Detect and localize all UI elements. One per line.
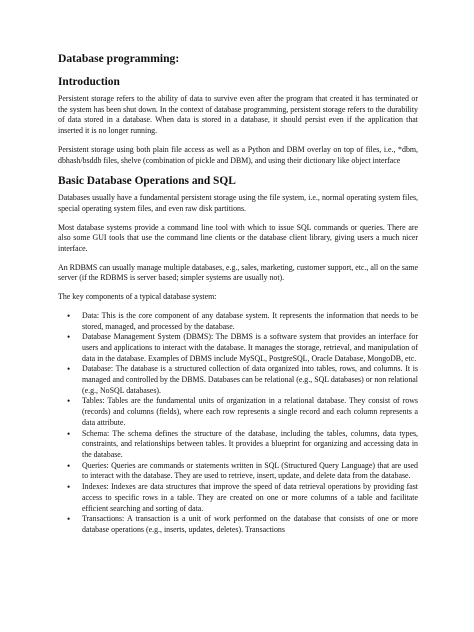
list-item: [58, 332, 418, 364]
basic-paragraph-4: The key components of a typical database system:: [58, 292, 217, 302]
intro-paragraph-2: Persistent storage using both plain file access as well as a Python and DBM overlay on top of files, i.e., *dbm, dbhash/bsddb files, shelve (combination of pickle and DBM), and using their dictionary like object interface: [58, 144, 418, 165]
bullet-icon: •: [67, 310, 71, 321]
basic-paragraph-2: Most database systems provide a command line tool with which to issue SQL commands or queries. There are also some GUI tools that use the command line clients or the database client library, giving users a much nicer interface.: [58, 222, 418, 254]
document-title: Database programming:: [58, 52, 180, 65]
list-item-text: Data: This is the core component of any database system. It represents the information that needs to be stored, managed, and processed by the database.: [82, 310, 418, 331]
list-item: [58, 514, 418, 535]
list-item-text: Queries: Queries are commands or statements written in SQL (Structured Query Language) that are used to interact with the database. They are used to retrieve, insert, update, and delete data from the database.: [82, 460, 418, 481]
basic-paragraph-3: An RDBMS can usually manage multiple databases, e.g., sales, marketing, customer support, etc., all on the same server (if the RDBMS is server based; simpler systems are usually not).: [58, 262, 418, 283]
list-item-text: Transactions: A transaction is a unit of work performed on the database that consists of one or more database operations (e.g., inserts, updates, deletes). Transactions: [82, 514, 418, 534]
bullet-icon: •: [67, 460, 71, 471]
list-item: [58, 396, 418, 428]
list-item: [58, 482, 418, 514]
bullet-icon: •: [67, 482, 71, 493]
bullet-icon: •: [67, 428, 71, 439]
document-body: [58, 52, 418, 536]
bullet-icon: •: [67, 514, 71, 525]
list-item-text: Tables: Tables are the fundamental units of organization in a relational database. They consist of rows (records) and columns (fields), where each row represents a single record and each column represents a data attribute.: [82, 396, 418, 427]
list-item-text: Database Management System (DBMS): The DBMS is a software system that provides an interface for users and applications to interact with the database. It manages the storage, retrieval, and manipulation of data in the database. Examples of DBMS include MySQL, PostgreSQL, Oracle Database, MongoDB, etc.: [82, 332, 418, 363]
list-item-text: Database: The database is a structured collection of data organized into tables, rows, and columns. It is managed and controlled by the DBMS. Databases can be relational (e.g., SQL databases) or non relational (e.g., NoSQL databases).: [82, 364, 418, 395]
section-heading-introduction: Introduction: [58, 76, 120, 88]
bullet-icon: •: [67, 396, 71, 407]
intro-paragraph-1: Persistent storage refers to the ability of data to survive even after the program that created it has terminated or the system has been shut down. In the context of database programming, persistent storage refers to the durability of data stored in a database. When data is stored in a database, it should persist even if the application that inserted it is no longer running.: [58, 94, 418, 136]
bullet-icon: •: [67, 332, 71, 343]
components-list: [58, 311, 418, 536]
list-item: [58, 311, 418, 332]
list-item: [58, 461, 418, 482]
list-item-text: Schema: The schema defines the structure of the database, including the tables, columns, data types, constraints, and relationships between tables. It provides a blueprint for organizing and accessing data in the database.: [82, 428, 418, 459]
list-item-text: Indexes: Indexes are data structures that improve the speed of data retrieval operations by providing fast access to specific rows in a table. They are created on one or more columns of a table and facilitate efficient searching and sorting of data.: [82, 482, 418, 513]
bullet-icon: •: [67, 364, 71, 375]
section-heading-basic-operations: Basic Database Operations and SQL: [58, 175, 236, 188]
list-item: [58, 429, 418, 461]
basic-paragraph-1: Databases usually have a fundamental persistent storage using the file system, i.e., normal operating system files, special operating system files, and even raw disk partitions.: [58, 193, 418, 213]
list-item: [58, 364, 418, 396]
